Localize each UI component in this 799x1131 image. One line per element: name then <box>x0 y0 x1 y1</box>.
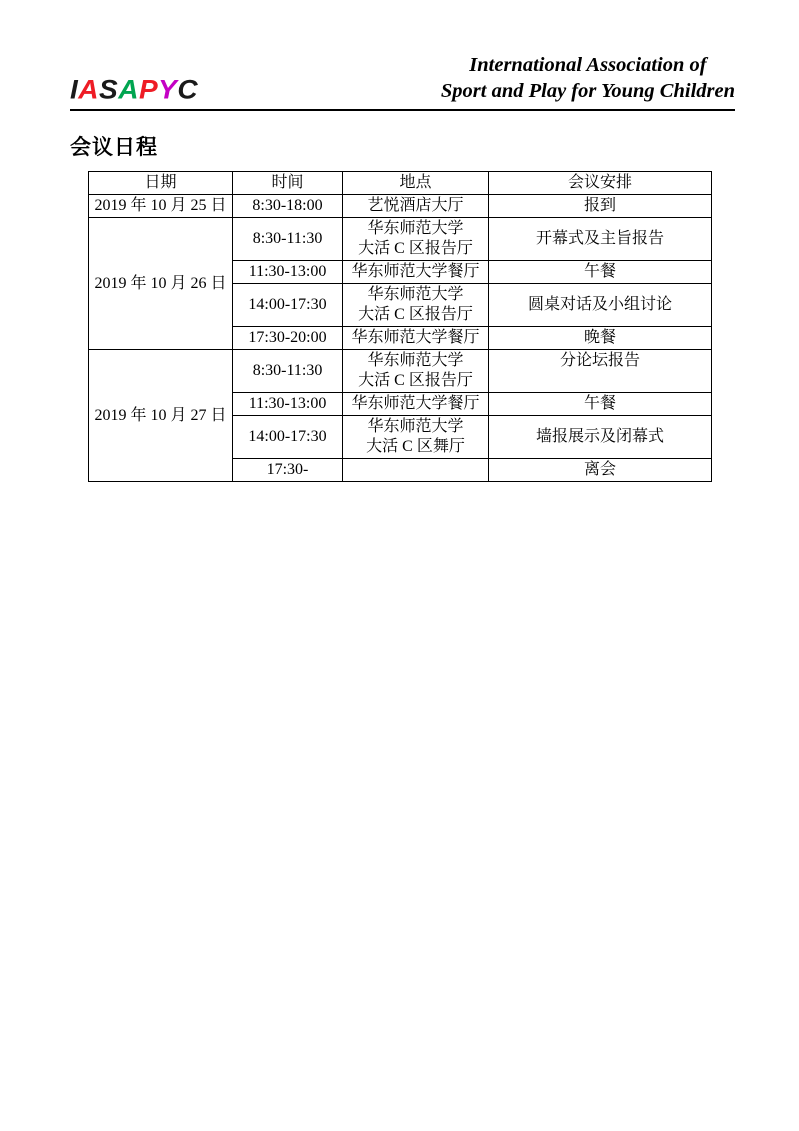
location-cell: 艺悦酒店大厅 <box>343 195 489 218</box>
time-cell: 17:30- <box>233 459 343 482</box>
logo-letter: C <box>177 74 199 105</box>
schedule-table <box>88 171 712 482</box>
logo-letter: A <box>78 74 100 105</box>
time-cell: 17:30-20:00 <box>233 327 343 350</box>
column-header-time: 时间 <box>233 172 343 195</box>
page-header <box>70 0 735 111</box>
logo-letter: I <box>70 74 79 105</box>
location-cell: 华东师范大学餐厅 <box>343 327 489 350</box>
activity-cell: 开幕式及主旨报告 <box>489 218 712 261</box>
activity-cell: 晚餐 <box>489 327 712 350</box>
section-heading: 会议日程 <box>70 135 158 159</box>
location-cell: 华东师范大学餐厅 <box>343 393 489 416</box>
activity-cell: 报到 <box>489 195 712 218</box>
schedule-row <box>89 350 712 393</box>
column-header-location: 地点 <box>343 172 489 195</box>
schedule-row <box>89 195 712 218</box>
date-cell: 2019 年 10 月 27 日 <box>89 350 233 482</box>
time-cell: 11:30-13:00 <box>233 261 343 284</box>
activity-cell: 分论坛报告 <box>489 350 712 393</box>
date-cell: 2019 年 10 月 25 日 <box>89 195 233 218</box>
activity-cell: 墙报展示及闭幕式 <box>489 416 712 459</box>
organization-name <box>441 52 735 104</box>
organization-name-line2: Sport and Play for Young Children <box>440 80 735 102</box>
logo-letter: Y <box>158 74 178 105</box>
time-cell: 14:00-17:30 <box>233 416 343 459</box>
time-cell: 8:30-18:00 <box>233 195 343 218</box>
logo-letter: P <box>138 74 159 105</box>
activity-cell: 午餐 <box>489 393 712 416</box>
location-cell <box>343 459 489 482</box>
date-cell: 2019 年 10 月 26 日 <box>89 218 233 350</box>
iasapyc-logo <box>70 74 199 105</box>
activity-cell: 圆桌对话及小组讨论 <box>489 284 712 327</box>
schedule-row <box>89 218 712 261</box>
logo-letter: S <box>99 74 119 105</box>
location-cell: 华东师范大学 大活 C 区舞厅 <box>343 416 489 459</box>
time-cell: 8:30-11:30 <box>233 218 343 261</box>
time-cell: 14:00-17:30 <box>233 284 343 327</box>
location-cell: 华东师范大学 大活 C 区报告厅 <box>343 284 489 327</box>
time-cell: 8:30-11:30 <box>233 350 343 393</box>
location-cell: 华东师范大学餐厅 <box>343 261 489 284</box>
location-cell: 华东师范大学 大活 C 区报告厅 <box>343 350 489 393</box>
column-header-date: 日期 <box>89 172 233 195</box>
time-cell: 11:30-13:00 <box>233 393 343 416</box>
column-header-arrangement: 会议安排 <box>489 172 712 195</box>
location-cell: 华东师范大学 大活 C 区报告厅 <box>343 218 489 261</box>
logo-letter: A <box>118 74 139 105</box>
activity-cell: 离会 <box>489 459 712 482</box>
table-header-row <box>89 172 712 195</box>
activity-cell: 午餐 <box>489 261 712 284</box>
organization-name-line1: International Association of <box>469 54 707 76</box>
